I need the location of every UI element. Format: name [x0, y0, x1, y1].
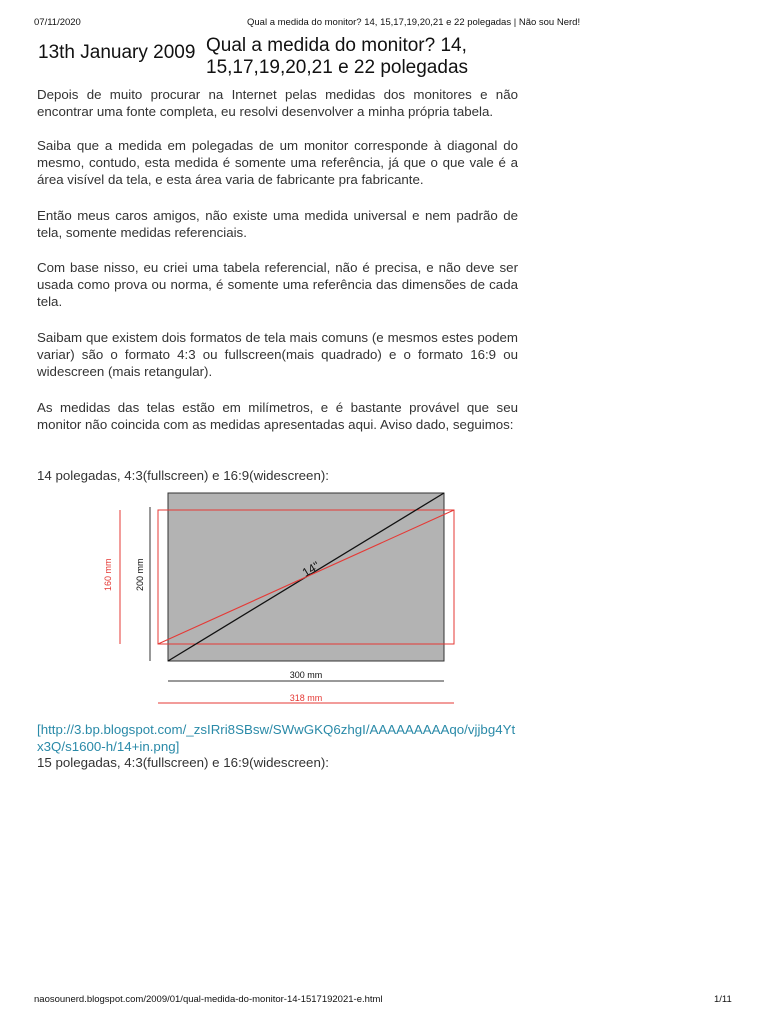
monitor-14-diagram — [96, 487, 468, 709]
paragraph-formats: Saibam que existem dois formatos de tela mais comuns (e mesmos estes podem variar) são o formato 4:3 ou fullscreen(mais quadrado) e o formato 16:9 ou widescreen (mais retangular). — [37, 330, 518, 379]
print-page-number: 1/11 — [714, 994, 732, 1005]
post-date: 13th January 2009 — [38, 42, 196, 63]
post-title[interactable]: Qual a medida do monitor? 14, 15,17,19,20,21 e 22 polegadas — [206, 35, 469, 78]
paragraph-diagonal: Saiba que a medida em polegadas de um monitor corresponde à diagonal do mesmo, contudo, esta medida é somente uma referência, já que o que vale é a área visível da tela, e esta área varia de fabricante pra fabricante. — [37, 138, 518, 187]
section-14-heading: 14 polegadas, 4:3(fullscreen) e 16:9(widescreen): — [37, 468, 329, 483]
print-page-title: Qual a medida do monitor? 14, 15,17,19,20,21 e 22 polegadas | Não sou Nerd! — [247, 17, 581, 28]
width-16-9-label: 318 mm — [289, 693, 323, 703]
section-15-heading: 15 polegadas, 4:3(fullscreen) e 16:9(widescreen): — [37, 755, 329, 770]
monitor-14-figure — [96, 487, 468, 709]
image-source-link[interactable]: [http://3.bp.blogspot.com/_zsIRri8SBsw/SWwGKQ6zhgI/AAAAAAAAAqo/vjjbg4Ytx3Q/s1600-h/14+in.png] — [37, 722, 516, 754]
print-date: 07/11/2020 — [34, 17, 81, 28]
paragraph-warning: As medidas das telas estão em milímetros, e é bastante provável que seu monitor não coincida com as medidas apresentadas aqui. Aviso dado, seguimos: — [37, 400, 518, 432]
width-4-3-label: 300 mm — [289, 670, 323, 680]
diagonal-label: 14" — [299, 558, 323, 580]
paragraph-no-standard: Então meus caros amigos, não existe uma medida universal e nem padrão de tela, somente medidas referenciais. — [37, 208, 518, 240]
paragraph-reference-table: Com base nisso, eu criei uma tabela referencial, não é precisa, e não deve ser usada como prova ou norma, é somente uma referência das dimensões de cada tela. — [37, 260, 518, 309]
height-16-9-label: 160 mm — [103, 558, 113, 591]
paragraph-intro: Depois de muito procurar na Internet pelas medidas dos monitores e não encontrar uma fonte completa, eu resolvi desenvolver a minha própria tabela. — [37, 87, 518, 119]
height-4-3-label: 200 mm — [135, 558, 145, 591]
print-footer-url: naosounerd.blogspot.com/2009/01/qual-medida-do-monitor-14-1517192021-e.html — [34, 994, 383, 1005]
